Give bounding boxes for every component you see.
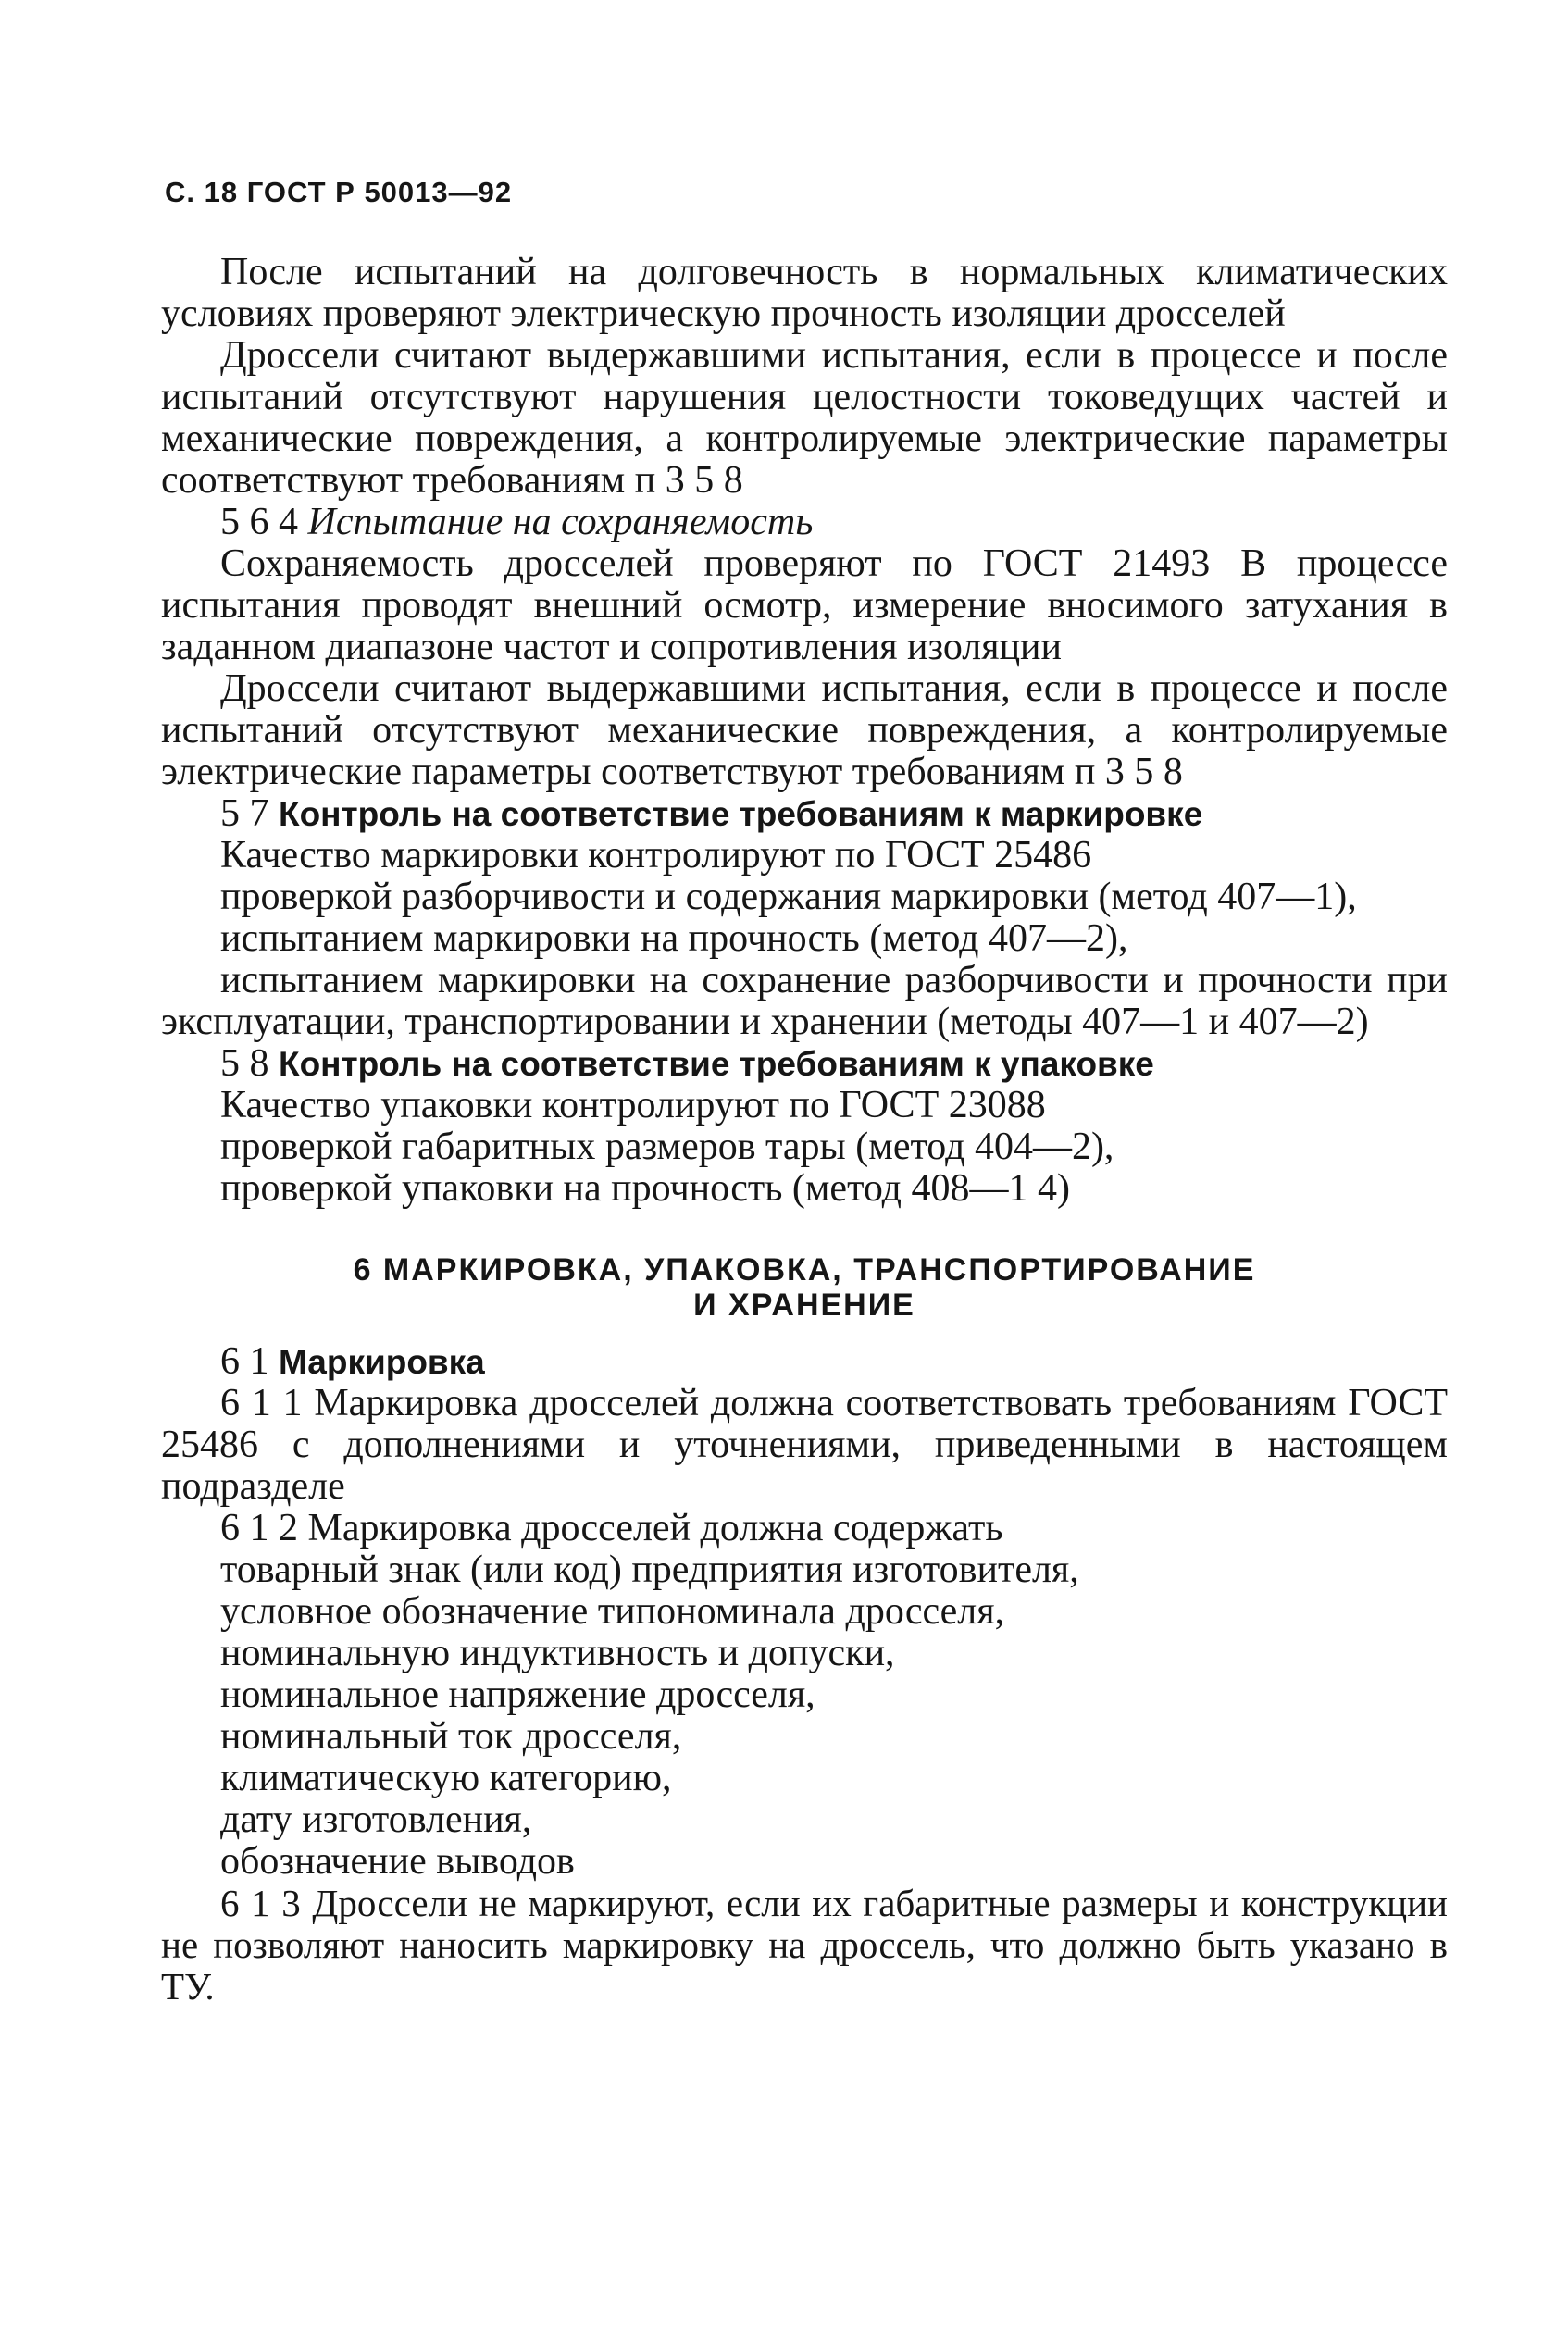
paragraph: испытанием маркировки на прочность (метод 407—2), <box>220 917 1128 960</box>
subsection-58 <box>161 1043 1448 1085</box>
document-body <box>161 252 1448 2008</box>
paragraph: Дроссели считают выдержавшими испытания, если в процессе и после испытаний отсутствуют нарушения целостности токоведущих частей и механические повреждения, а контролируемые электрические параметры соответствуют требованиям п 3 5 8 <box>161 334 1448 502</box>
section-number: 6 1 <box>220 1340 269 1383</box>
section-6-title <box>161 1252 1448 1323</box>
paragraph: проверкой упаковки на прочность (метод 408—1 4) <box>220 1167 1071 1210</box>
list-item: номинальный ток дросселя, <box>220 1715 682 1758</box>
list-item: номинальную индуктивность и допуски, <box>220 1632 895 1674</box>
list-item: обозначение выводов <box>220 1840 575 1883</box>
section-title-line: И ХРАНЕНИЕ <box>693 1287 915 1323</box>
paragraph: Дроссели считают выдержавшими испытания, если в процессе и после испытаний отсутствуют механические повреждения, а контролируемые электрические параметры соответствуют требованиям п 3 5 8 <box>161 667 1448 793</box>
section-heading: Маркировка <box>279 1343 485 1381</box>
paragraph: испытанием маркировки на сохранение разборчивости и прочности при эксплуатации, транспортировании и хранении (методы 407—1 и 407—2) <box>161 959 1448 1043</box>
paragraph: После испытаний на долговечность в нормальных климатических условиях проверяют электрическую прочность изоляции дросселей <box>161 251 1448 335</box>
paragraph: Качество маркировки контролируют по ГОСТ 25486 <box>220 834 1092 877</box>
paragraph: 6 1 1 Маркировка дросселей должна соответствовать требованиям ГОСТ 25486 с дополнениями и уточнениями, приведенными в настоящем подразделе <box>161 1382 1448 1508</box>
list-item: товарный знак (или код) предприятия изготовителя, <box>220 1549 1079 1591</box>
paragraph: проверкой габаритных размеров тары (метод 404—2), <box>220 1126 1114 1168</box>
section-heading: Испытание на сохраняемость <box>307 501 814 543</box>
subsection-61 <box>161 1341 1448 1383</box>
paragraph: 6 1 2 Маркировка дросселей должна содержать <box>220 1507 1003 1549</box>
section-number: 5 8 <box>220 1042 269 1085</box>
paragraph: Качество упаковки контролируют по ГОСТ 23088 <box>220 1084 1046 1126</box>
section-heading: Контроль на соответствие требованиям к маркировке <box>279 795 1203 833</box>
subsection-57 <box>161 793 1448 835</box>
page-header: С. 18 ГОСТ Р 50013—92 <box>165 176 513 208</box>
list-item: номинальное напряжение дросселя, <box>220 1673 815 1716</box>
subsection-564 <box>161 502 1448 543</box>
paragraph: Сохраняемость дросселей проверяют по ГОСТ 21493 В процессе испытания проводят внешний осмотр, измерение вносимого затухания в заданном диапазоне частот и сопротивления изоляции <box>161 542 1448 668</box>
section-heading: Контроль на соответствие требованиям к упаковке <box>279 1045 1154 1083</box>
paragraph: 6 1 3 Дроссели не маркируют, если их габаритные размеры и конструкции не позволяют наносить маркировку на дроссель, что должно быть указано в ТУ. <box>161 1882 1448 2008</box>
list-item: дату изготовления, <box>220 1798 532 1841</box>
list-item: условное обозначение типономинала дросселя, <box>220 1590 1005 1633</box>
paragraph: проверкой разборчивости и содержания маркировки (метод 407—1), <box>220 876 1357 918</box>
list-item: климатическую категорию, <box>220 1757 672 1799</box>
section-title-line: 6 МАРКИРОВКА, УПАКОВКА, ТРАНСПОРТИРОВАНИЕ <box>353 1252 1256 1287</box>
section-number: 5 7 <box>220 792 269 835</box>
section-number: 5 6 4 <box>220 501 298 543</box>
